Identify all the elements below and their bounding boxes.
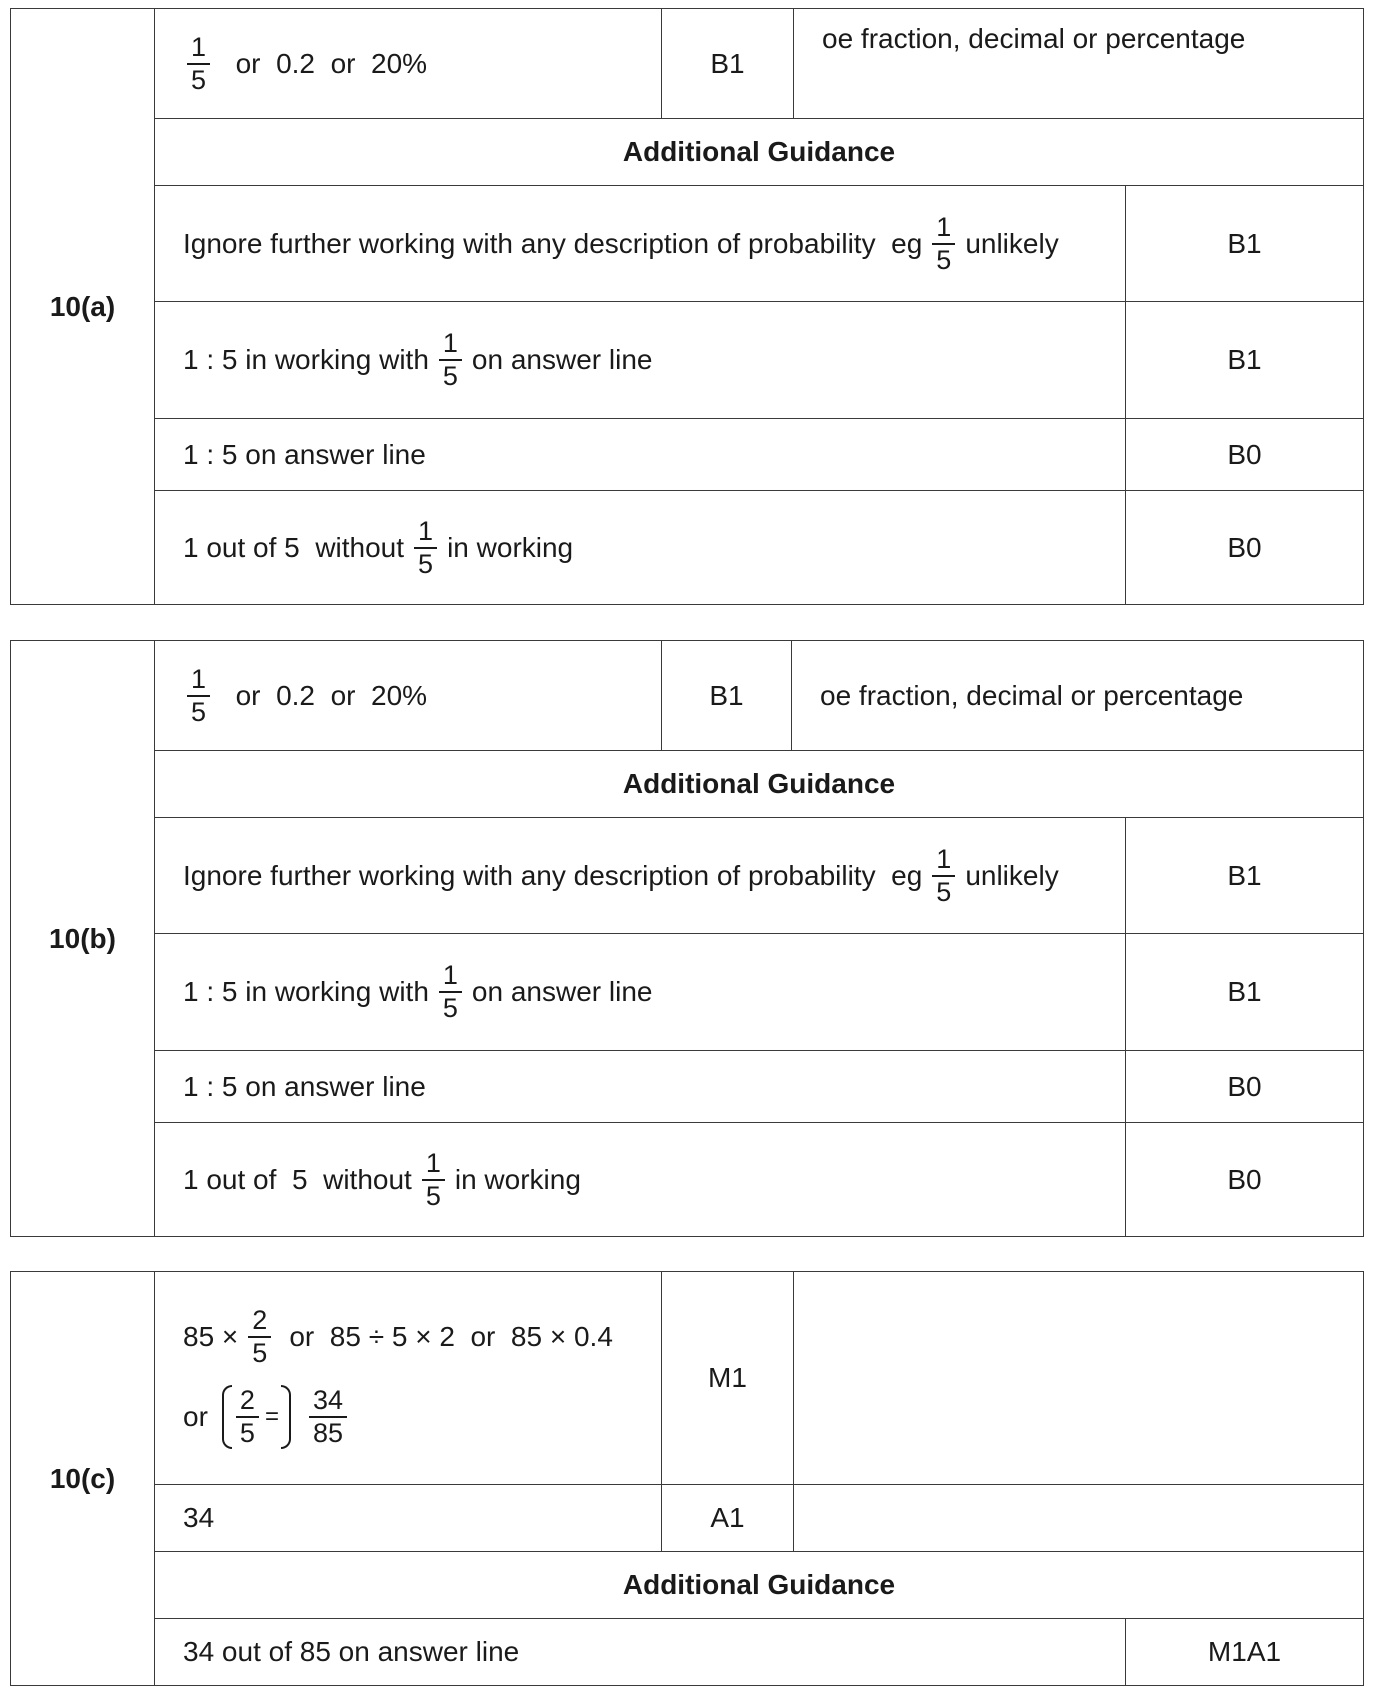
answer-fraction-a: $\frac{1}{5}$ (187, 34, 210, 94)
guidance-fraction: $\frac{1}{5}$ (414, 518, 437, 578)
answer-cell-a (154, 8, 662, 119)
question-label-a: 10(a) (10, 8, 155, 605)
method-cell-c (154, 1271, 662, 1485)
guidance-fraction: $\frac{1}{5}$ (422, 1150, 445, 1210)
guidance-mark-b-3: B0 (1125, 1050, 1364, 1123)
guidance-mark-a-3: B0 (1125, 418, 1364, 491)
answer-percentage: 20% (371, 679, 428, 711)
guidance-row-a-3: 1 : 5 on answer line (154, 418, 1126, 491)
mark-cell-b: B1 (661, 640, 792, 751)
guidance-mark-a-2: B1 (1125, 301, 1364, 419)
guidance-heading-b: Additional Guidance (154, 750, 1364, 818)
answer-or-2: or (330, 47, 356, 79)
guidance-mark-c-1: M1A1 (1125, 1618, 1364, 1686)
method-comment-c (793, 1271, 1364, 1485)
right-bracket (281, 1385, 291, 1449)
method-mark-c: M1 (661, 1271, 794, 1485)
answer-or-1: or (235, 679, 261, 711)
guidance-fraction: $\frac{1}{5}$ (932, 846, 955, 906)
left-bracket (222, 1385, 232, 1449)
guidance-fraction: $\frac{1}{5}$ (439, 330, 462, 390)
comment-cell-a: oe fraction, decimal or percentage (793, 8, 1364, 119)
guidance-row-a-1: Ignore further working with any description of probability eg $\frac{1}{5}$ unlikely (154, 185, 1126, 302)
answer-fraction-b: $\frac{1}{5}$ (187, 666, 210, 726)
answer-decimal: 0.2 (276, 47, 315, 79)
guidance-mark-b-4: B0 (1125, 1122, 1364, 1237)
guidance-fraction: $\frac{1}{5}$ (932, 214, 955, 274)
answer-mark-c: A1 (661, 1484, 794, 1552)
guidance-row-a-2: 1 : 5 in working with $\frac{1}{5}$ on answer line (154, 301, 1126, 419)
answer-or-1: or (235, 47, 261, 79)
guidance-row-c-1: 34 out of 85 on answer line (154, 1618, 1126, 1686)
answer-cell-c: 34 (154, 1484, 662, 1552)
guidance-row-a-4: 1 out of 5 without $\frac{1}{5}$ in working (154, 490, 1126, 605)
method-line-1: 85 × $\frac{2}{5}$ or 85 ÷ 5 × 2 or 85 × 0.4 (183, 1305, 613, 1368)
guidance-mark-a-1: B1 (1125, 185, 1364, 302)
guidance-heading-c: Additional Guidance (154, 1551, 1364, 1619)
guidance-heading-a: Additional Guidance (154, 118, 1364, 186)
answer-cell-b (154, 640, 662, 751)
question-label-b: 10(b) (10, 640, 155, 1237)
question-label-c: 10(c) (10, 1271, 155, 1686)
answer-percentage: 20% (371, 47, 428, 79)
answer-decimal: 0.2 (276, 679, 315, 711)
guidance-mark-b-2: B1 (1125, 933, 1364, 1051)
guidance-fraction: $\frac{1}{5}$ (439, 962, 462, 1022)
guidance-row-b-1: Ignore further working with any description of probability eg $\frac{1}{5}$ unlikely (154, 817, 1126, 934)
guidance-mark-a-4: B0 (1125, 490, 1364, 605)
result-fraction: $\frac{34}{85}$ (309, 1387, 347, 1447)
answer-comment-c (793, 1484, 1364, 1552)
method-fraction: $\frac{2}{5}$ (248, 1307, 271, 1367)
guidance-row-b-2: 1 : 5 in working with $\frac{1}{5}$ on answer line (154, 933, 1126, 1051)
guidance-mark-b-1: B1 (1125, 817, 1364, 934)
guidance-row-b-4: 1 out of 5 without $\frac{1}{5}$ in working (154, 1122, 1126, 1237)
answer-or-2: or (330, 679, 356, 711)
comment-cell-b: oe fraction, decimal or percentage (791, 640, 1364, 751)
guidance-row-b-3: 1 : 5 on answer line (154, 1050, 1126, 1123)
method-line-2: or $\frac{2}{5}$ = $\frac{34}{85}$ (183, 1385, 357, 1449)
mark-cell-a: B1 (661, 8, 794, 119)
bracket-expression: $\frac{2}{5}$ = (222, 1385, 291, 1449)
bracket-fraction: $\frac{2}{5}$ (236, 1387, 259, 1447)
